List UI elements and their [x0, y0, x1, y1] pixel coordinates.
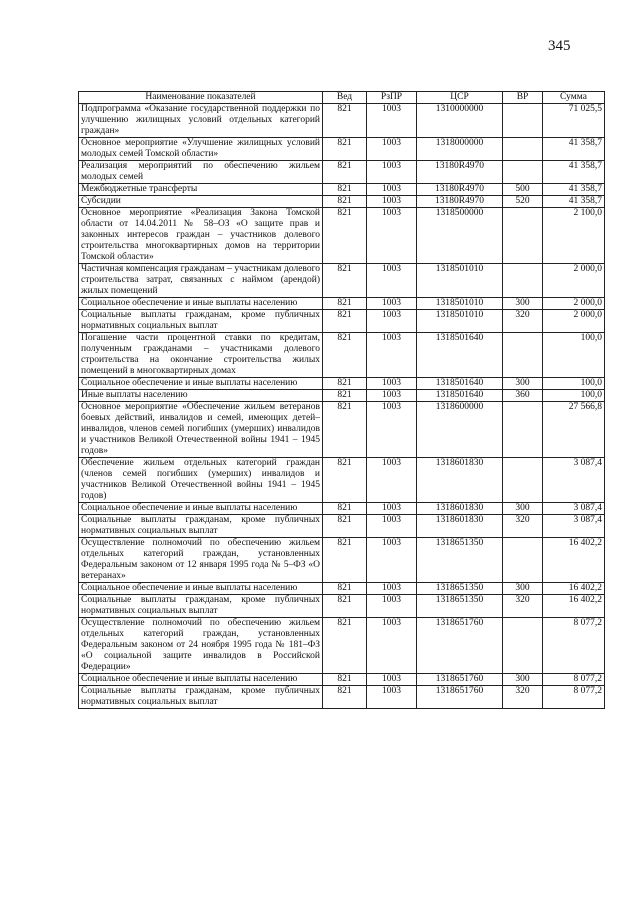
cell-ved: 821: [323, 104, 367, 138]
cell-rzpr: 1003: [367, 378, 417, 390]
table-header-row: [79, 92, 605, 104]
cell-name: Подпрограмма «Оказание государственной поддержки по улучшению жилищных условий отдельных категорий граждан»: [79, 104, 323, 138]
cell-rzpr: 1003: [367, 402, 417, 458]
cell-vr: [503, 333, 543, 378]
cell-name: Социальное обеспечение и иные выплаты населению: [79, 503, 323, 515]
cell-ved: 821: [323, 458, 367, 503]
cell-ved: 821: [323, 333, 367, 378]
cell-name: Реализация мероприятий по обеспечению жильем молодых семей: [79, 161, 323, 184]
cell-rzpr: 1003: [367, 538, 417, 583]
cell-ved: 821: [323, 390, 367, 402]
cell-ved: 821: [323, 310, 367, 333]
cell-vr: [503, 138, 543, 161]
cell-rzpr: 1003: [367, 595, 417, 618]
cell-ved: 821: [323, 618, 367, 674]
cell-sum: 16 402,2: [543, 595, 605, 618]
cell-csr: 1318501640: [417, 390, 503, 402]
cell-ved: 821: [323, 674, 367, 686]
cell-csr: 1318651760: [417, 618, 503, 674]
table-row: [79, 196, 605, 208]
table-row: [79, 264, 605, 298]
cell-name: Осуществление полномочий по обеспечению жильем отдельных категорий граждан, установленных Федеральным законом от 12 января 1995 года № 5–ФЗ «О ветеранах»: [79, 538, 323, 583]
cell-sum: 100,0: [543, 378, 605, 390]
cell-sum: 41 358,7: [543, 138, 605, 161]
cell-csr: 1318651760: [417, 674, 503, 686]
table-row: [79, 515, 605, 538]
cell-sum: 71 025,5: [543, 104, 605, 138]
cell-rzpr: 1003: [367, 264, 417, 298]
table-row: [79, 310, 605, 333]
cell-csr: 1318501010: [417, 298, 503, 310]
cell-sum: 3 087,4: [543, 458, 605, 503]
table-row: [79, 538, 605, 583]
cell-sum: 41 358,7: [543, 196, 605, 208]
cell-vr: [503, 402, 543, 458]
cell-sum: 2 000,0: [543, 310, 605, 333]
header-sum: Сумма: [543, 92, 605, 104]
cell-rzpr: 1003: [367, 390, 417, 402]
cell-vr: [503, 458, 543, 503]
cell-rzpr: 1003: [367, 515, 417, 538]
cell-sum: 100,0: [543, 333, 605, 378]
cell-csr: 13180R4970: [417, 196, 503, 208]
page-number: 345: [548, 38, 571, 54]
table-row: [79, 333, 605, 378]
cell-vr: 300: [503, 298, 543, 310]
cell-csr: 13180R4970: [417, 184, 503, 196]
table-row: [79, 104, 605, 138]
cell-sum: 27 566,8: [543, 402, 605, 458]
cell-name: Социальные выплаты гражданам, кроме публичных нормативных социальных выплат: [79, 515, 323, 538]
cell-name: Основное мероприятие «Обеспечение жильем ветеранов боевых действий, инвалидов и семей, имеющих детей–инвалидов, членов семей погибших (умерших) инвалидов и участников Великой Отечественной войны 1941 – 1945 годов»: [79, 402, 323, 458]
cell-sum: 3 087,4: [543, 503, 605, 515]
cell-csr: 1318651350: [417, 538, 503, 583]
cell-csr: 1318651350: [417, 583, 503, 595]
cell-rzpr: 1003: [367, 161, 417, 184]
header-vr: ВР: [503, 92, 543, 104]
header-csr: ЦСР: [417, 92, 503, 104]
table-row: [79, 595, 605, 618]
cell-ved: 821: [323, 196, 367, 208]
table-row: [79, 674, 605, 686]
cell-ved: 821: [323, 595, 367, 618]
cell-csr: 1318501640: [417, 378, 503, 390]
table-row: [79, 138, 605, 161]
cell-vr: 300: [503, 378, 543, 390]
cell-sum: 41 358,7: [543, 184, 605, 196]
table-row: [79, 298, 605, 310]
cell-csr: 1318501640: [417, 333, 503, 378]
cell-ved: 821: [323, 208, 367, 264]
cell-rzpr: 1003: [367, 583, 417, 595]
cell-ved: 821: [323, 538, 367, 583]
table-row: [79, 686, 605, 709]
cell-vr: [503, 161, 543, 184]
cell-rzpr: 1003: [367, 618, 417, 674]
cell-ved: 821: [323, 138, 367, 161]
cell-rzpr: 1003: [367, 298, 417, 310]
cell-rzpr: 1003: [367, 184, 417, 196]
cell-name: Социальные выплаты гражданам, кроме публичных нормативных социальных выплат: [79, 310, 323, 333]
cell-sum: 8 077,2: [543, 686, 605, 709]
header-name: Наименование показателей: [79, 92, 323, 104]
cell-name: Социальное обеспечение и иные выплаты населению: [79, 674, 323, 686]
cell-csr: 1318000000: [417, 138, 503, 161]
cell-csr: 1318600000: [417, 402, 503, 458]
cell-vr: 320: [503, 595, 543, 618]
header-ved: Вед: [323, 92, 367, 104]
table-body: [79, 104, 605, 709]
cell-vr: 320: [503, 515, 543, 538]
table-row: [79, 390, 605, 402]
cell-name: Обеспечение жильем отдельных категорий граждан (членов семей погибших (умерших) инвалидов и участников Великой Отечественной войны 1941 – 1945 годов): [79, 458, 323, 503]
cell-rzpr: 1003: [367, 333, 417, 378]
cell-csr: 1318601830: [417, 458, 503, 503]
cell-ved: 821: [323, 298, 367, 310]
cell-sum: 8 077,2: [543, 674, 605, 686]
header-rzpr: РзПР: [367, 92, 417, 104]
cell-name: Осуществление полномочий по обеспечению жильем отдельных категорий граждан, установленных Федеральным законом от 24 ноября 1995 года № 181–ФЗ «О социальной защите инвалидов в Российской Федерации»: [79, 618, 323, 674]
cell-vr: 300: [503, 503, 543, 515]
table-row: [79, 618, 605, 674]
cell-vr: [503, 264, 543, 298]
table-row: [79, 458, 605, 503]
cell-sum: 8 077,2: [543, 618, 605, 674]
cell-rzpr: 1003: [367, 686, 417, 709]
cell-ved: 821: [323, 515, 367, 538]
cell-csr: 1318501010: [417, 264, 503, 298]
cell-name: Социальные выплаты гражданам, кроме публичных нормативных социальных выплат: [79, 686, 323, 709]
cell-csr: 1318601830: [417, 515, 503, 538]
cell-sum: 16 402,2: [543, 538, 605, 583]
cell-ved: 821: [323, 184, 367, 196]
cell-rzpr: 1003: [367, 208, 417, 264]
cell-name: Иные выплаты населению: [79, 390, 323, 402]
table-row: [79, 208, 605, 264]
cell-sum: 3 087,4: [543, 515, 605, 538]
cell-name: Социальные выплаты гражданам, кроме публичных нормативных социальных выплат: [79, 595, 323, 618]
cell-rzpr: 1003: [367, 196, 417, 208]
cell-sum: 2 000,0: [543, 298, 605, 310]
cell-csr: 13180R4970: [417, 161, 503, 184]
cell-vr: 360: [503, 390, 543, 402]
cell-sum: 2 000,0: [543, 264, 605, 298]
cell-csr: 1318501010: [417, 310, 503, 333]
cell-vr: 320: [503, 310, 543, 333]
cell-name: Основное мероприятие «Реализация Закона Томской области от 14.04.2011 № 58–ОЗ «О защите прав и законных интересов граждан – участников долевого строительства многоквартирных домов на территории Томской области»: [79, 208, 323, 264]
cell-sum: 2 100,0: [543, 208, 605, 264]
cell-rzpr: 1003: [367, 674, 417, 686]
cell-name: Социальное обеспечение и иные выплаты населению: [79, 298, 323, 310]
cell-name: Основное мероприятие «Улучшение жилищных условий молодых семей Томской области»: [79, 138, 323, 161]
cell-ved: 821: [323, 583, 367, 595]
cell-name: Социальное обеспечение и иные выплаты населению: [79, 378, 323, 390]
cell-ved: 821: [323, 402, 367, 458]
cell-vr: 300: [503, 583, 543, 595]
table-row: [79, 402, 605, 458]
cell-csr: 1318601830: [417, 503, 503, 515]
cell-vr: [503, 538, 543, 583]
cell-csr: 1310000000: [417, 104, 503, 138]
cell-vr: 300: [503, 674, 543, 686]
cell-sum: 41 358,7: [543, 161, 605, 184]
cell-name: Частичная компенсация гражданам – участникам долевого строительства затрат, связанных с наймом (арендой) жилых помещений: [79, 264, 323, 298]
budget-table: [78, 91, 605, 709]
cell-vr: [503, 208, 543, 264]
cell-csr: 1318651760: [417, 686, 503, 709]
table-row: [79, 583, 605, 595]
cell-csr: 1318500000: [417, 208, 503, 264]
table-row: [79, 184, 605, 196]
table-row: [79, 378, 605, 390]
cell-name: Межбюджетные трансферты: [79, 184, 323, 196]
cell-rzpr: 1003: [367, 458, 417, 503]
table-row: [79, 503, 605, 515]
cell-rzpr: 1003: [367, 138, 417, 161]
table-row: [79, 161, 605, 184]
cell-ved: 821: [323, 264, 367, 298]
cell-ved: 821: [323, 686, 367, 709]
cell-vr: 500: [503, 184, 543, 196]
cell-rzpr: 1003: [367, 104, 417, 138]
cell-vr: 520: [503, 196, 543, 208]
cell-csr: 1318651350: [417, 595, 503, 618]
cell-name: Социальное обеспечение и иные выплаты населению: [79, 583, 323, 595]
cell-sum: 100,0: [543, 390, 605, 402]
cell-ved: 821: [323, 161, 367, 184]
cell-sum: 16 402,2: [543, 583, 605, 595]
cell-ved: 821: [323, 378, 367, 390]
cell-vr: [503, 618, 543, 674]
cell-name: Субсидии: [79, 196, 323, 208]
cell-rzpr: 1003: [367, 310, 417, 333]
cell-vr: [503, 104, 543, 138]
cell-rzpr: 1003: [367, 503, 417, 515]
cell-ved: 821: [323, 503, 367, 515]
cell-vr: 320: [503, 686, 543, 709]
cell-name: Погашение части процентной ставки по кредитам, полученным гражданами – участниками долевого строительства на окончание строительства жилых помещений в многоквартирных домах: [79, 333, 323, 378]
